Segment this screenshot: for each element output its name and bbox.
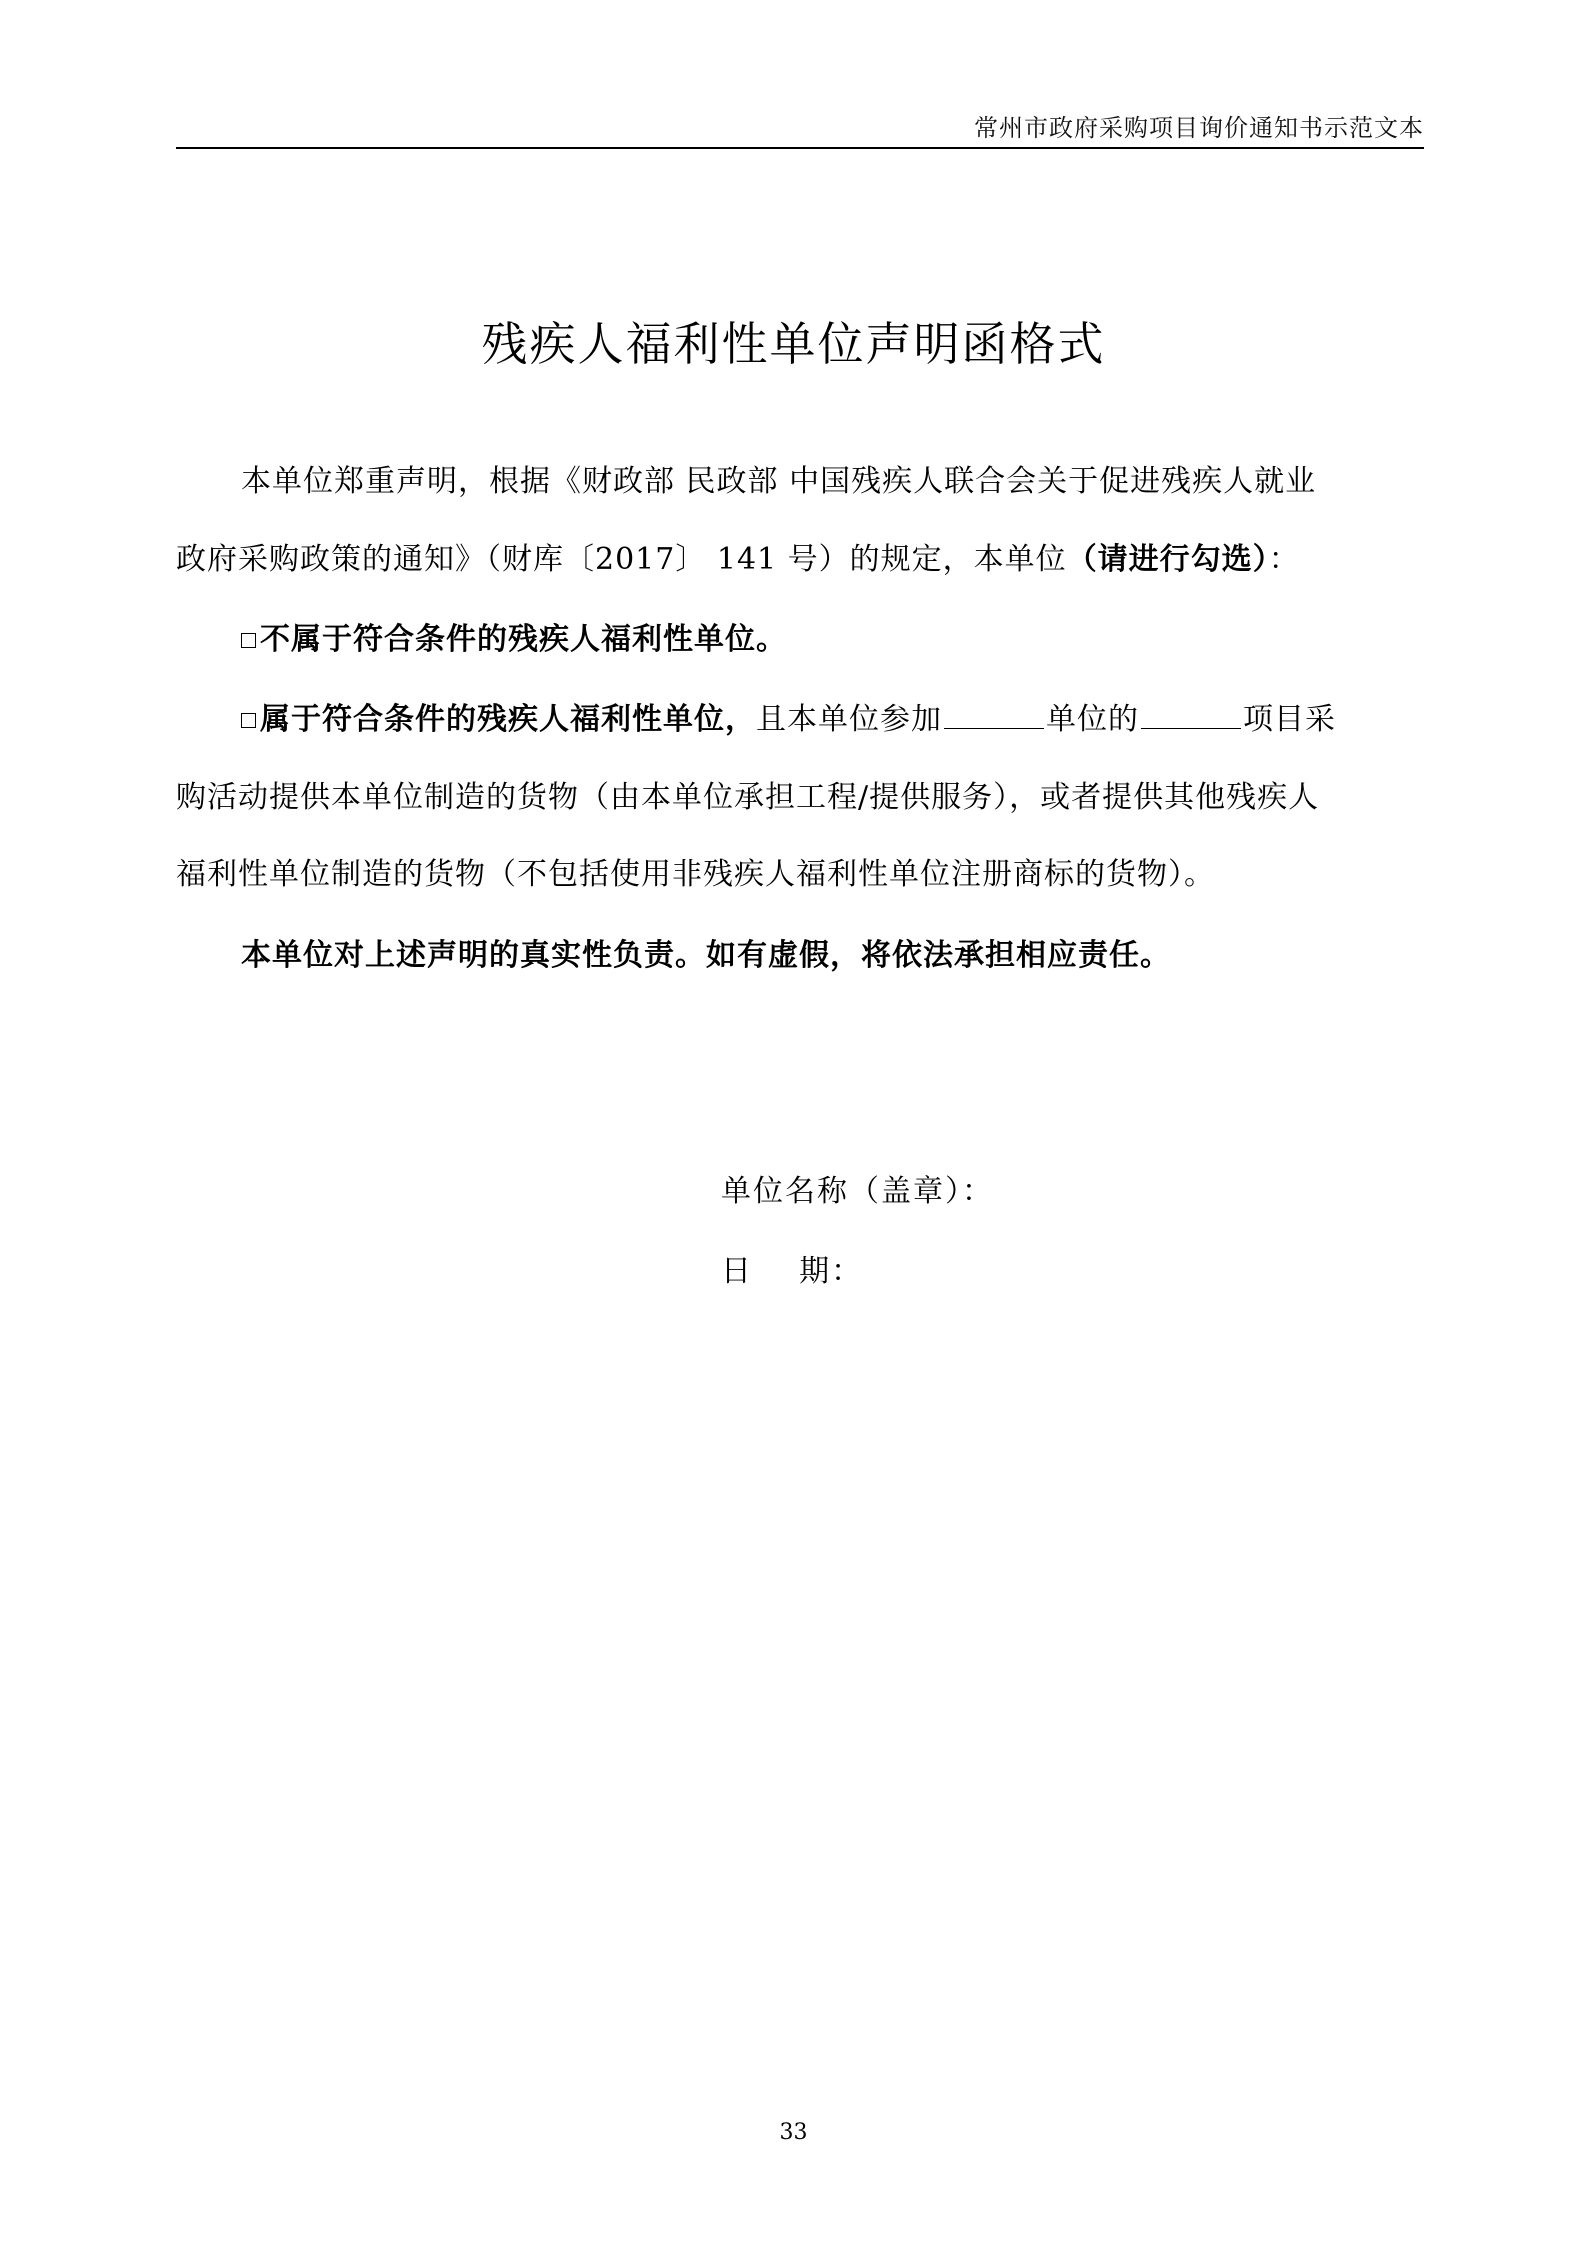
option-not-welfare-unit: [241, 618, 787, 662]
option-welfare-unit: [241, 698, 1336, 742]
option-2-text-c: 项目采: [1243, 702, 1336, 737]
option-2-checkbox[interactable]: [241, 713, 256, 728]
intro-line-2: [176, 538, 1300, 582]
running-header: 常州市政府采购项目询价通知书示范文本: [974, 114, 1424, 142]
page-number: 33: [779, 2120, 808, 2145]
intro-line-2-colon: ：: [1268, 542, 1300, 577]
responsibility-statement: 本单位对上述声明的真实性负责。如有虚假，将依法承担相应责任。: [241, 938, 1171, 973]
option-2-text-a: 且本单位参加: [756, 702, 942, 737]
page-title: 残疾人福利性单位声明函格式: [481, 317, 1106, 371]
option-1-label: 不属于符合条件的残疾人福利性单位。: [260, 622, 787, 657]
option-2-label: 属于符合条件的残疾人福利性单位，: [260, 702, 756, 737]
header-divider: [176, 147, 1424, 149]
option-2-text-b: 单位的: [1046, 702, 1139, 737]
project-blank[interactable]: [1141, 702, 1241, 729]
purchaser-blank[interactable]: [944, 702, 1044, 729]
intro-line-2-text: 政府采购政策的通知》（财库〔2017〕 141 号）的规定，本单位: [176, 542, 1067, 577]
intro-line-1: 本单位郑重声明，根据《财政部 民政部 中国残疾人联合会关于促进残疾人就业: [241, 464, 1317, 499]
option-1-checkbox[interactable]: [241, 633, 256, 648]
tick-instruction: （请进行勾选）: [1066, 542, 1269, 577]
option-2-line-3: 福利性单位制造的货物（不包括使用非残疾人福利性单位注册商标的货物）。: [176, 857, 1215, 892]
option-2-line-2: 购活动提供本单位制造的货物（由本单位承担工程/提供服务），或者提供其他残疾人: [176, 780, 1320, 815]
date-label: 日 期：: [721, 1254, 864, 1289]
unit-name-label: 单位名称（盖章）：: [721, 1174, 994, 1209]
